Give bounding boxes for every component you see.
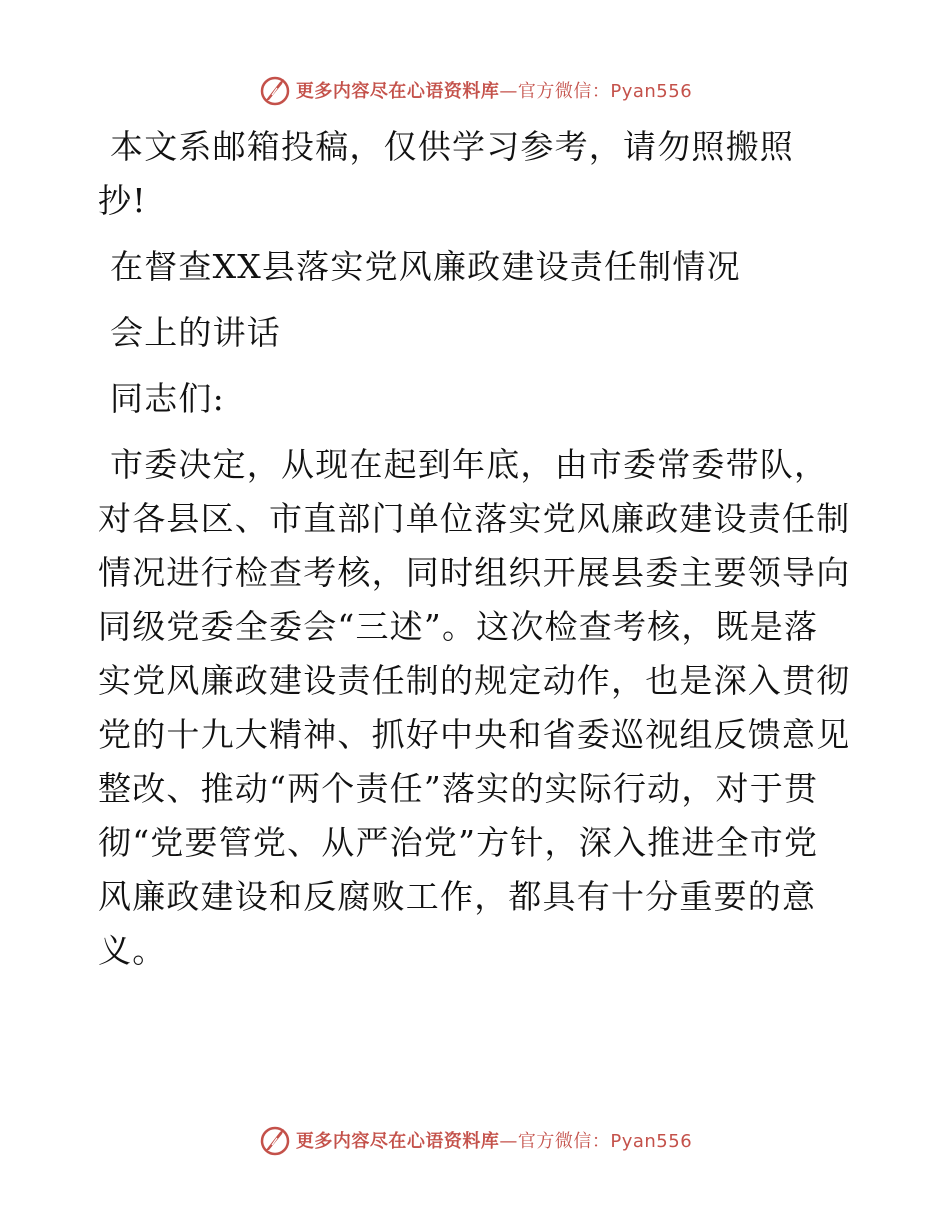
quill-pen-logo-icon xyxy=(258,73,292,107)
document-title-line-2: 会上的讲话 xyxy=(110,313,281,352)
body-line: 风廉政建设和反腐败工作，都具有十分重要的意 xyxy=(98,877,817,916)
body-line: 义。 xyxy=(98,931,167,970)
body-line: 实党风廉政建设责任制的规定动作，也是深入贯彻 xyxy=(98,661,851,700)
watermark-separator: — xyxy=(499,81,518,102)
watermark-bold-text: 更多内容尽在心语资料库 xyxy=(295,1131,500,1152)
body-line: 对各县区、市直部门单位落实党风廉政建设责任制 xyxy=(98,499,851,538)
salutation: 同志们: xyxy=(110,379,225,418)
header-watermark xyxy=(0,70,950,110)
watermark-plain-text: 官方微信：Pyan556 xyxy=(517,81,693,102)
notice-line-2: 抄! xyxy=(98,181,147,220)
footer-watermark xyxy=(0,1120,950,1160)
watermark-text xyxy=(296,1127,692,1153)
body-line: 党的十九大精神、抓好中央和省委巡视组反馈意见 xyxy=(98,715,851,754)
watermark-bold-text: 更多内容尽在心语资料库 xyxy=(295,81,500,102)
watermark-text xyxy=(296,77,692,103)
body-line: 情况进行检查考核，同时组织开展县委主要领导向 xyxy=(98,553,851,592)
body-line: 市委决定，从现在起到年底，由市委常委带队， xyxy=(110,445,829,484)
watermark-separator: — xyxy=(499,1131,518,1152)
document-body xyxy=(98,120,850,978)
body-line: 彻“党要管党、从严治党”方针，深入推进全市党 xyxy=(98,823,819,862)
notice-line-1: 本文系邮箱投稿，仅供学习参考，请勿照搬照 xyxy=(110,127,794,166)
body-line: 整改、推动“两个责任”落实的实际行动，对于贯 xyxy=(98,769,819,808)
quill-pen-logo-icon xyxy=(258,1123,292,1157)
watermark-plain-text: 官方微信：Pyan556 xyxy=(517,1131,693,1152)
body-line: 同级党委全委会“三述”。这次检查考核，既是落 xyxy=(98,607,819,646)
document-title-line-1: 在督查XX县落实党风廉政建设责任制情况 xyxy=(110,247,741,286)
body-paragraph xyxy=(98,438,850,978)
